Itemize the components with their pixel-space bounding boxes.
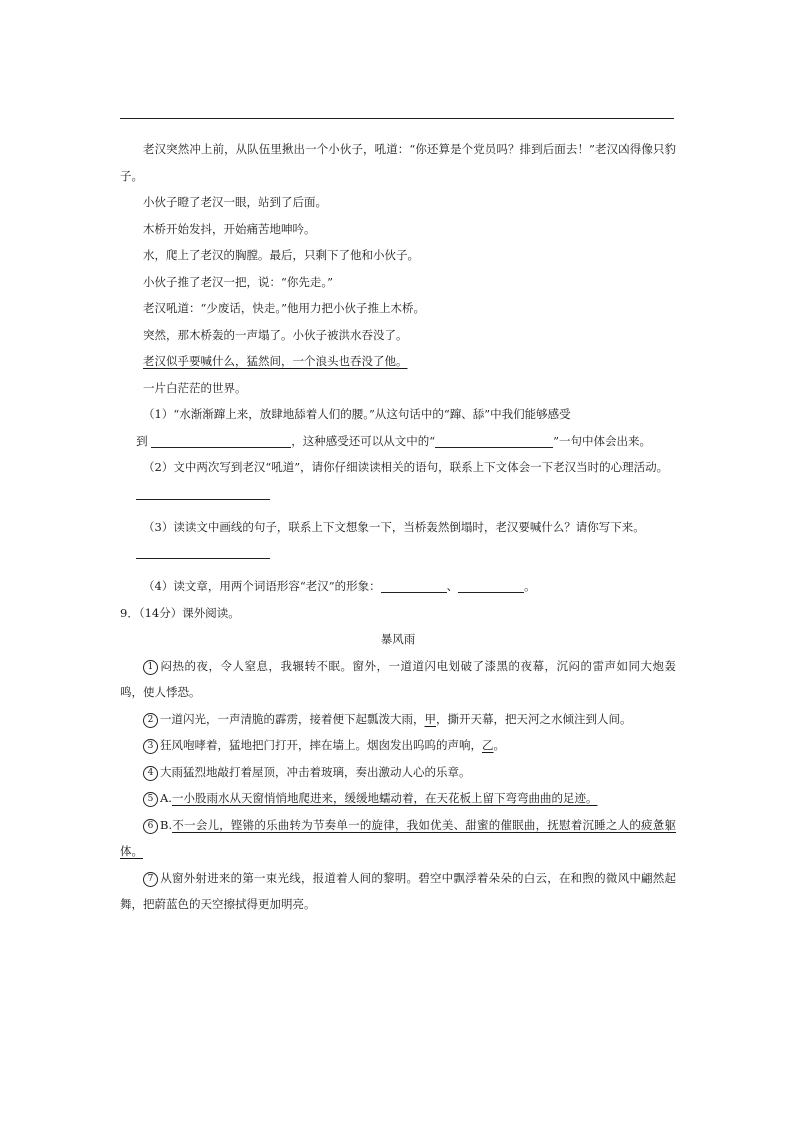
question-2: （2）文中两次写到老汉“吼道”，请你仔细读读相关的语句，联系上下文体会一下老汉当时的心理活动。 xyxy=(143,460,669,474)
sentence-label: A. xyxy=(160,791,172,805)
question-1-text-c: ”一句中体会出来。 xyxy=(553,433,652,448)
question-4-end: 。 xyxy=(524,579,536,593)
question-1-text-a: 到 xyxy=(136,433,148,448)
paragraph-text: 从窗外射进来的第一束光线，报道着人间的黎明。碧空中飘浮着朵朵的白云，在和煦的微风中翩然起舞，把蔚蓝色的天空擦拭得更加明亮。 xyxy=(120,870,676,911)
story-paragraph: 木桥开始发抖，开始痛苦地呻吟。 xyxy=(143,221,316,236)
story-paragraph: 一片白茫茫的世界。 xyxy=(143,380,247,395)
story-paragraph: 老汉突然冲上前，从队伍里揪出一个小伙子，吼道：“你还算是个党员吗？排到后面去！”老汉凶得像只豹子。 xyxy=(120,142,676,183)
answer-blank[interactable] xyxy=(151,433,291,448)
question-1-text-b: ，这种感受还可以从文中的“ xyxy=(291,433,436,448)
paragraph-number: 2 xyxy=(143,713,158,728)
story-paragraph-underlined xyxy=(120,348,676,375)
story-paragraph: 水，爬上了老汉的胸膛。最后，只剩下了他和小伙子。 xyxy=(143,248,419,262)
answer-line[interactable] xyxy=(136,546,270,559)
question-4-separator: 、 xyxy=(446,579,459,593)
paragraph-text: 一道闪光，一声清脆的霹雳，接着便下起瓢泼大雨， xyxy=(160,711,425,726)
blank-marker-yi: 乙 xyxy=(482,738,494,752)
answer-line[interactable] xyxy=(136,487,270,500)
underlined-sentence: 老汉似乎要喊什么，猛然间，一个浪头也吞没了他。 xyxy=(143,354,408,368)
question-3: （3）读读文中画线的句子，联系上下文想象一下，当桥轰然倒塌时，老汉要喊什么？请你写下来。 xyxy=(143,519,645,534)
paragraph-number: 1 xyxy=(143,660,158,675)
question-4 xyxy=(120,573,676,600)
story-paragraph: 突然，那木桥轰的一声塌了。小伙子被洪水吞没了。 xyxy=(143,327,408,342)
story-paragraph: 小伙子瞪了老汉一眼，站到了后面。 xyxy=(143,195,327,209)
blank-marker-jia: 甲 xyxy=(424,711,436,726)
passage-paragraph-6 xyxy=(120,812,676,865)
paragraph-text: ，撕开天幕，把天河之水倾注到人间。 xyxy=(436,711,632,726)
passage-paragraph-3 xyxy=(120,732,676,759)
passage-paragraph-1 xyxy=(120,653,676,706)
passage-paragraph-2 xyxy=(120,706,676,733)
question-9-header: 9．（14分）课外阅读。 xyxy=(120,605,240,620)
paragraph-number: 5 xyxy=(143,792,158,807)
answer-blank[interactable] xyxy=(458,578,524,593)
story-paragraph: 小伙子推了老汉一把，说：“你先走。” xyxy=(143,274,334,289)
answer-blank[interactable] xyxy=(435,433,553,448)
paragraph-text: 。 xyxy=(493,738,505,752)
passage-title: 暴风雨 xyxy=(380,632,416,646)
passage-paragraph-7 xyxy=(120,865,676,918)
underlined-sentence-a: 一小股雨水从天窗悄悄地爬进来，缓缓地蠕动着，在天花板上留下弯弯曲曲的足迹。 xyxy=(171,791,598,805)
paragraph-text: 狂风咆哮着，猛地把门打开，摔在墙上。烟囱发出呜呜的声响， xyxy=(160,738,482,752)
passage-paragraph-4 xyxy=(120,759,676,786)
header-rule xyxy=(120,118,674,119)
sentence-label: B. xyxy=(160,817,173,832)
paragraph-text: 闷热的夜，令人窒息，我辗转不眠。窗外，一道道闪电划破了漆黑的夜幕，沉闷的雷声如同大炮轰鸣，使人悸恐。 xyxy=(120,658,676,699)
question-4-text: （4）读文章，用两个词语形容“老汉”的形象： xyxy=(143,579,381,593)
question-1-line-2 xyxy=(120,428,676,455)
passage-paragraph-5 xyxy=(120,785,676,812)
paragraph-number: 6 xyxy=(143,819,158,834)
document-body xyxy=(120,136,676,918)
paragraph-number: 4 xyxy=(143,766,158,781)
answer-blank[interactable] xyxy=(381,578,447,593)
paragraph-number: 3 xyxy=(143,739,158,754)
story-paragraph: 老汉吼道：“少废话，快走。”他用力把小伙子推上木桥。 xyxy=(143,301,426,315)
underlined-sentence-b: 不一会儿，铿锵的乐曲转为节奏单一的旋律，我如优美、甜蜜的催眠曲，抚慰着沉睡之人的疲惫躯体。 xyxy=(120,817,676,858)
paragraph-text: 大雨猛烈地敲打着屋顶，冲击着玻璃，奏出激动人心的乐章。 xyxy=(160,764,471,779)
question-1-line-1: （1）“水渐渐蹿上来，放肆地舔着人们的腰。”从这句话中的“蹿、舔”中我们能够感受 xyxy=(143,407,571,421)
paragraph-number: 7 xyxy=(143,872,158,887)
